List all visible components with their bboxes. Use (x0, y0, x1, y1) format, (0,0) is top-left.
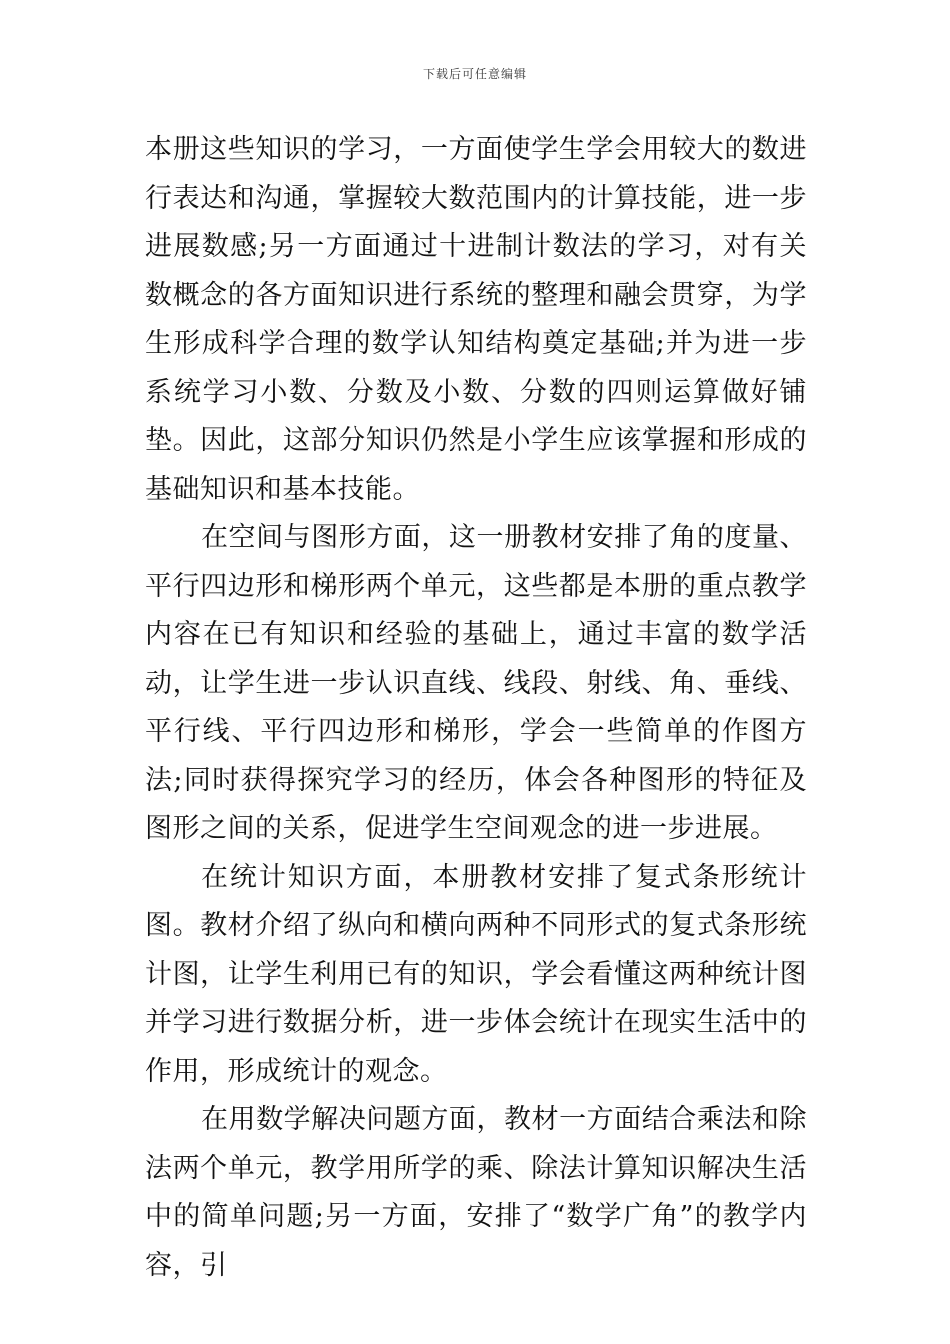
paragraph-problem-solving: 在用数学解决问题方面，教材一方面结合乘法和除法两个单元，教学用所学的乘、除法计算知识解决生活中的简单问题;另一方面，安排了“数学广角”的教学内容，引 (145, 1104, 807, 1281)
paragraph-number-concepts: 本册这些知识的学习，一方面使学生学会用较大的数进行表达和沟通，掌握较大数范围内的计算技能，进一步进展数感;另一方面通过十进制计数法的学习，对有关数概念的各方面知识进行系统的整理和融会贯穿，为学生形成科学合理的数学认知结构奠定基础;并为进一步系统学习小数、分数及小数、分数的四则运算做好铺垫。因此，这部分知识仍然是小学生应该掌握和形成的基础知识和基本技能。 (145, 134, 807, 505)
paragraph-space-and-shapes: 在空间与图形方面，这一册教材安排了角的度量、平行四边形和梯形两个单元，这些都是本册的重点教学内容在已有知识和经验的基础上，通过丰富的数学活动，让学生进一步认识直线、线段、射线、角、垂线、平行线、平行四边形和梯形，学会一些简单的作图方法;同时获得探究学习的经历，体会各种图形的特征及图形之间的关系，促进学生空间观念的进一步进展。 (145, 522, 807, 844)
paragraph-statistics: 在统计知识方面，本册教材安排了复式条形统计图。教材介绍了纵向和横向两种不同形式的复式条形统计图，让学生利用已有的知识，学会看懂这两种统计图并学习进行数据分析，进一步体会统计在现实生活中的作用，形成统计的观念。 (145, 861, 807, 1087)
document-body (145, 126, 807, 1290)
page-header: 下载后可任意编辑 (422, 67, 527, 81)
